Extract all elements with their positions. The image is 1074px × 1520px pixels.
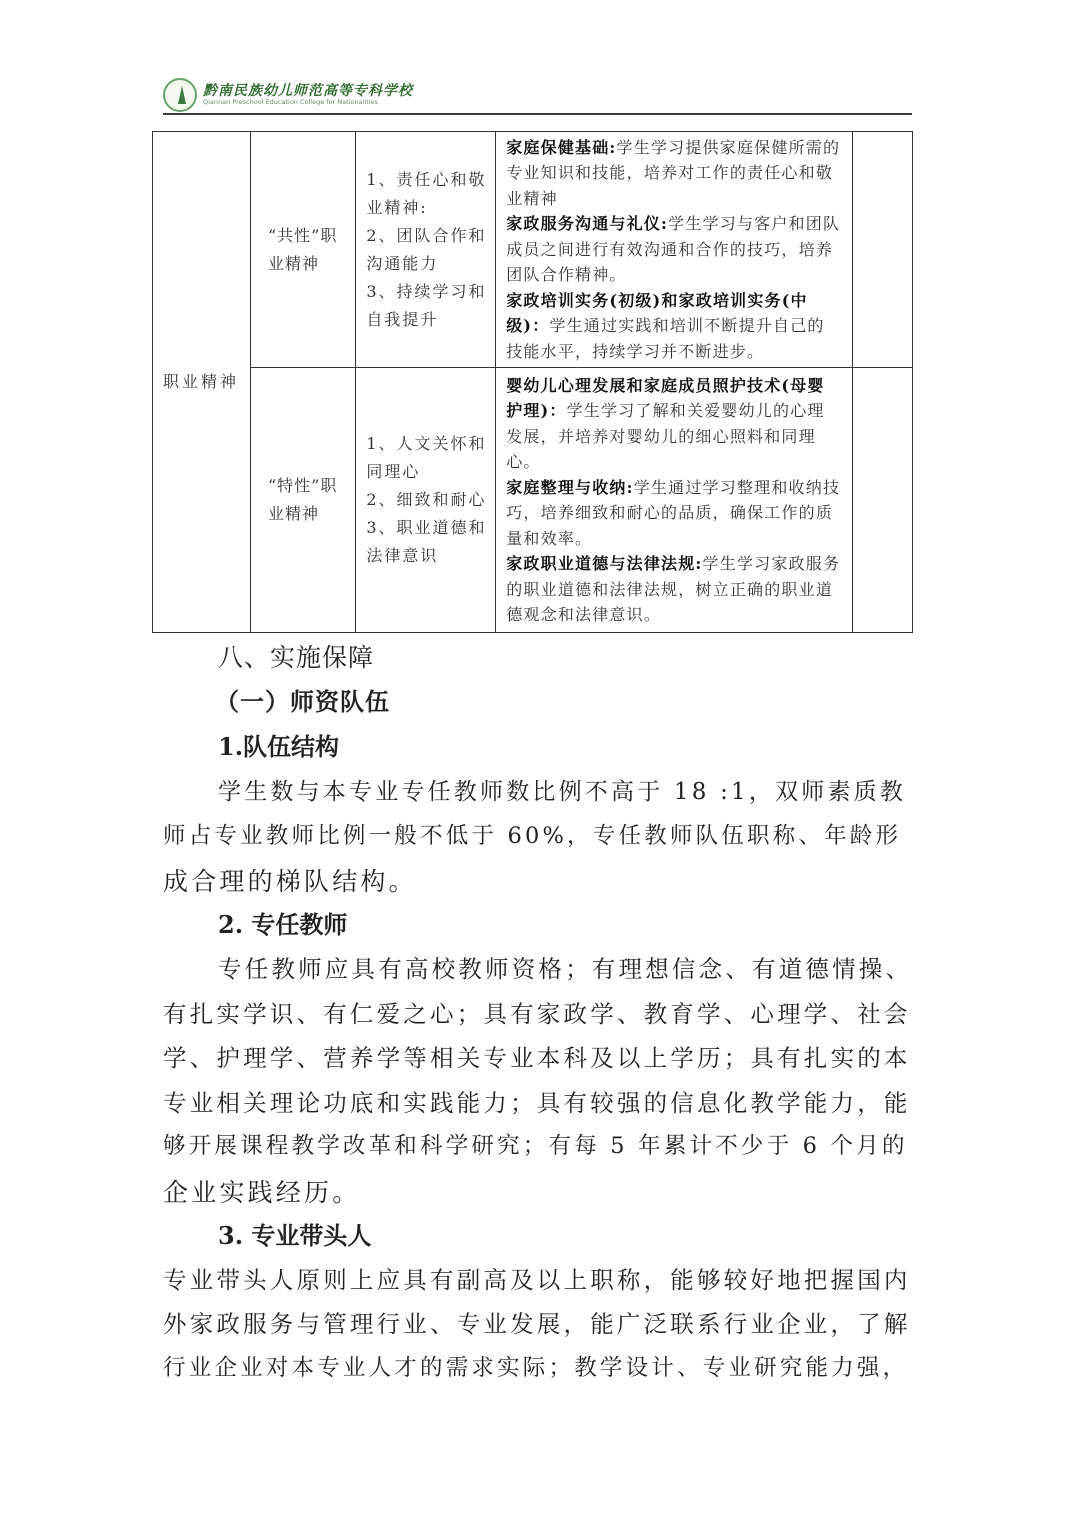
paragraph-line: 专业带头人原则上应具有副高及以上职称，能够较好地把握国内	[163, 1266, 911, 1294]
paragraph-line: 师占专业教师比例一般不低于 60%，专任教师队伍职称、年龄形	[163, 823, 902, 849]
trait-item	[366, 278, 487, 334]
spirit-type: “共性”职业精神	[267, 225, 338, 273]
trait-text: 3、职业道德和法律意识	[366, 518, 487, 565]
course-desc: 学生通过实践和培训不断提升自己的技能水平，持续学习并不断进步。	[506, 316, 825, 361]
school-name-en: Qiannan Preschool Education College for Nationalities	[203, 98, 378, 106]
table-row	[153, 132, 913, 368]
course-name: 家政服务沟通与礼仪:	[506, 214, 669, 234]
course-name: 家政培训实务(初级)和家政培训实务(中级)：	[506, 290, 808, 336]
type-cell	[250, 132, 356, 368]
course-desc: 学生学习了解和关爱婴幼儿的心理发展，并培养对婴幼儿的细心照料和同理心。	[506, 401, 825, 471]
item-title: 1.队伍结构	[218, 732, 340, 761]
professional-spirit-table	[152, 131, 913, 633]
traits-cell	[356, 368, 496, 633]
paragraph-line: 外家政服务与管理行业、专业发展，能广泛联系行业企业，了解	[163, 1310, 911, 1338]
course-desc: 学生学习与客户和团队成员之间进行有效沟通和合作的技巧，培养团队合作精神。	[506, 214, 841, 285]
trait-text: 2、细致和耐心	[366, 490, 487, 509]
paragraph-line: 专业相关理论功底和实践能力；具有较强的信息化教学能力，能	[163, 1089, 911, 1117]
table-row	[153, 368, 913, 633]
course-name: 家政职业道德与法律法规:	[506, 554, 703, 573]
course-item	[506, 288, 841, 365]
courses-cell	[496, 132, 852, 368]
item-title: 2. 专任教师	[218, 910, 348, 939]
course-item	[506, 551, 841, 628]
paragraph-line: 成合理的梯队结构。	[163, 867, 417, 896]
trait-text: 1、人文关怀和同理心	[366, 434, 487, 481]
course-name: 家庭保健基础:	[506, 137, 617, 157]
trait-item	[366, 430, 487, 486]
school-logo-icon	[163, 78, 197, 112]
traits-cell	[356, 132, 496, 368]
courses-cell	[496, 368, 852, 633]
course-desc: 学生通过学习整理和收纳技巧，培养细致和耐心的品质，确保工作的质量和效率。	[506, 477, 841, 548]
trait-item	[366, 222, 487, 278]
trait-text: 3、持续学习和自我提升	[366, 281, 487, 329]
trait-item	[366, 514, 487, 570]
paragraph-line: 行业企业对本专业人才的需求实际；教学设计、专业研究能力强，	[163, 1355, 909, 1381]
course-desc: 学生学习提供家庭保健所需的专业知识和技能，培养对工作的责任心和敬业精神	[506, 137, 841, 208]
category-cell	[153, 132, 251, 633]
course-desc: 学生学习家政服务的职业道德和法律法规，树立正确的职业道德观念和法律意识。	[506, 554, 841, 624]
paragraph-line: 学生数与本专业专任教师数比例不高于 18 :1，双师素质教	[218, 779, 907, 805]
note-cell	[852, 368, 912, 633]
paragraph-line: 有扎实学识、有仁爱之心；具有家政学、教育学、心理学、社会	[163, 1000, 911, 1028]
course-item	[506, 211, 841, 288]
course-item	[506, 373, 841, 475]
section-heading: 八、实施保障	[218, 643, 375, 672]
trait-text: 1、责任心和敬业精神:	[366, 169, 487, 217]
item-title: 3. 专业带头人	[218, 1221, 372, 1250]
trait-item	[366, 486, 487, 514]
school-name-cn: 黔南民族幼儿师范高等专科学校	[203, 83, 413, 99]
trait-text: 2、团队合作和沟通能力	[366, 225, 487, 273]
header-divider	[163, 113, 912, 115]
subsection-heading: （一）师资队伍	[215, 687, 390, 716]
type-cell	[250, 368, 356, 633]
page-header	[163, 76, 912, 114]
paragraph-line: 学、护理学、营养学等相关专业本科及以上学历；具有扎实的本	[163, 1044, 911, 1072]
course-name: 家庭整理与收纳:	[506, 477, 634, 497]
course-item	[506, 475, 841, 552]
paragraph-line: 专任教师应具有高校教师资格；有理想信念、有道德情操、	[218, 955, 913, 983]
trait-item	[366, 166, 487, 222]
paragraph-line: 够开展课程教学改革和科学研究；有每 5 年累计不少于 6 个月的	[163, 1133, 908, 1159]
spirit-type: “特性”职业精神	[267, 476, 338, 523]
course-name: 婴幼儿心理发展和家庭成员照护技术(母婴护理)：	[506, 375, 825, 420]
paragraph-line: 企业实践经历。	[163, 1178, 361, 1207]
course-item	[506, 135, 841, 212]
category-label: 职业精神	[163, 372, 240, 391]
note-cell	[852, 132, 912, 368]
